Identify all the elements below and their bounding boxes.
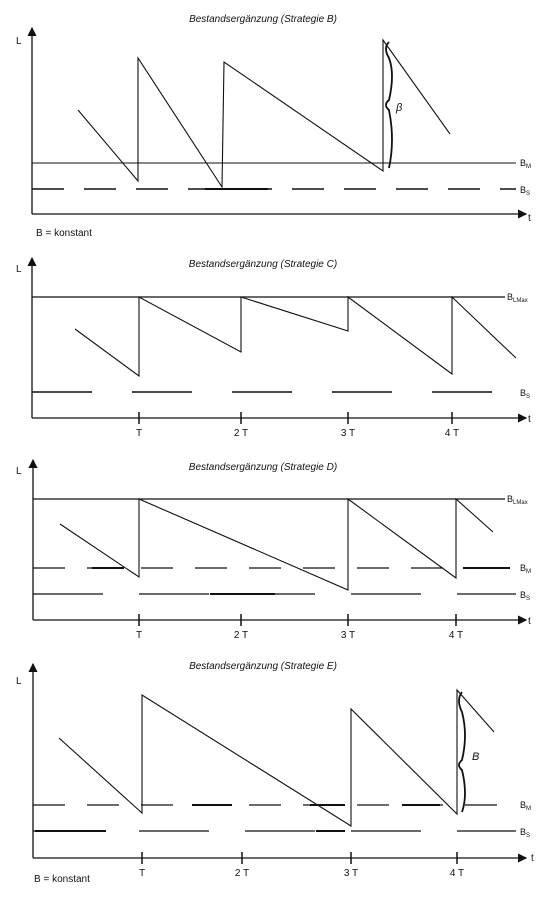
panel-e-x-label: t bbox=[531, 853, 534, 864]
panel-strategy-d bbox=[16, 460, 531, 641]
panel-d-level-blmax-label: $B_{LMax}$ bbox=[507, 494, 528, 506]
panel-b-stock-curve bbox=[78, 40, 450, 187]
panel-d-tick-2: 2 T bbox=[233, 630, 249, 641]
panel-e-tick-4: 4 T bbox=[449, 868, 465, 879]
panel-e-y-label: L bbox=[16, 676, 22, 687]
panel-strategy-c bbox=[16, 258, 531, 439]
panel-c-stock-curve bbox=[75, 297, 516, 376]
panel-c-y-label: L bbox=[16, 264, 22, 275]
panel-d-x-label: t bbox=[528, 616, 531, 627]
panel-d-level-bs-label: $B_S$ bbox=[520, 590, 531, 602]
panel-e-note: B = konstant bbox=[34, 874, 90, 885]
panel-e-tick-1: T bbox=[138, 868, 146, 879]
panel-e-brace bbox=[459, 692, 465, 812]
panel-d-tick-4: 4 T bbox=[448, 630, 464, 641]
panel-c-x-label: t bbox=[528, 414, 531, 425]
panel-b-brace-label: β bbox=[396, 102, 403, 114]
panel-b-level-bm-label: $B_M$ bbox=[520, 158, 532, 170]
panel-e-tick-3: 3 T bbox=[343, 868, 359, 879]
panel-b-title: Bestandsergänzung (Strategie B) bbox=[189, 14, 337, 25]
panel-b-x-label: t bbox=[528, 213, 531, 224]
panel-d-tick-1: T bbox=[135, 630, 143, 641]
panel-c-level-bs-label: $B_S$ bbox=[520, 388, 531, 400]
panel-strategy-e bbox=[16, 661, 534, 885]
panel-e-title: Bestandsergänzung (Strategie E) bbox=[189, 661, 337, 672]
panel-c-tick-4: 4 T bbox=[444, 428, 460, 439]
panel-e-brace-label: B bbox=[472, 751, 480, 763]
panel-d-stock-curve bbox=[60, 499, 493, 590]
panel-d-y-label: L bbox=[16, 466, 22, 477]
panel-c-tick-2: 2 T bbox=[233, 428, 249, 439]
panel-c-level-blmax-label: $B_{LMax}$ bbox=[507, 292, 528, 304]
panel-strategy-b bbox=[16, 14, 531, 239]
panel-c-tick-3: 3 T bbox=[340, 428, 356, 439]
panel-c-title: Bestandsergänzung (Strategie C) bbox=[188, 259, 338, 270]
panel-d-level-bm-label: $B_M$ bbox=[520, 563, 532, 575]
panel-b-note: B = konstant bbox=[36, 228, 92, 239]
panel-e-level-bm-label: $B_M$ bbox=[520, 800, 532, 812]
panel-e-tick-2: 2 T bbox=[234, 868, 250, 879]
panel-c-tick-1: T bbox=[135, 428, 143, 439]
panel-d-tick-3: 3 T bbox=[340, 630, 356, 641]
panel-e-level-bs-label: $B_S$ bbox=[520, 827, 531, 839]
panel-b-brace bbox=[386, 42, 392, 168]
panel-b-y-label: L bbox=[16, 36, 22, 47]
panel-b-level-bs-label: $B_S$ bbox=[520, 185, 531, 197]
panel-d-title: Bestandsergänzung (Strategie D) bbox=[188, 462, 338, 473]
